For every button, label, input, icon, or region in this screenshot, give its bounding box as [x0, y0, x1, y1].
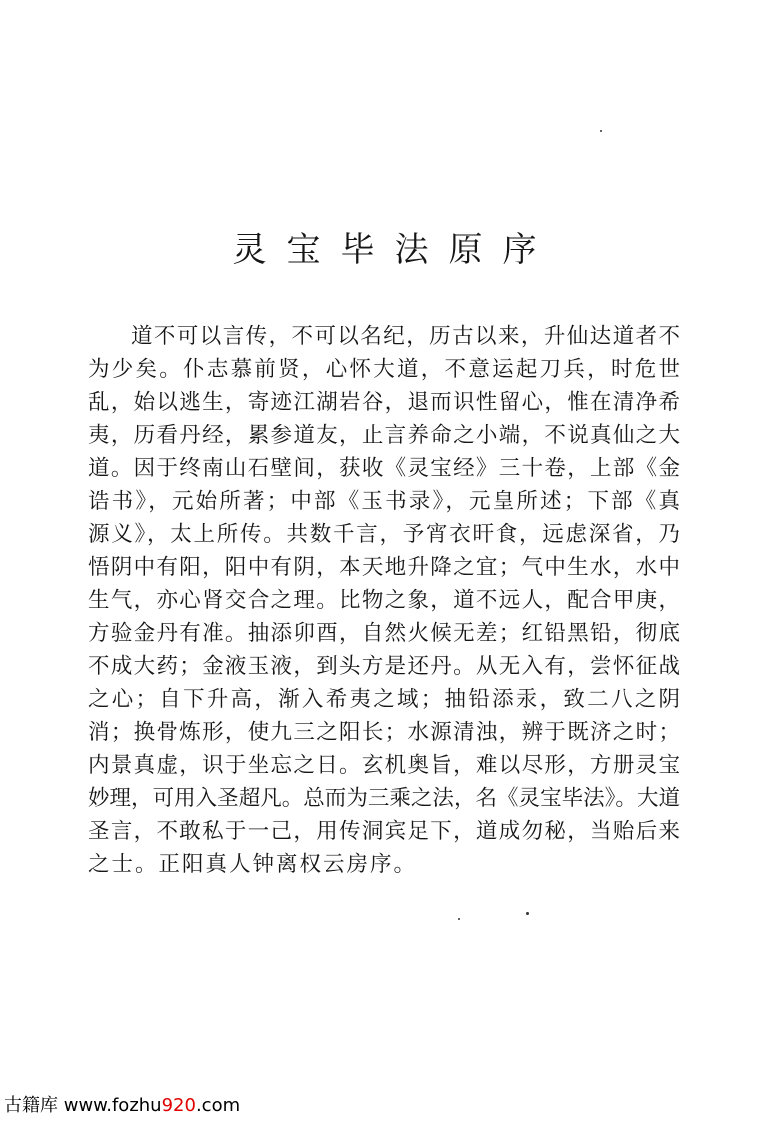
- scan-speck: [458, 918, 460, 920]
- watermark-url-number: 920: [161, 1095, 196, 1116]
- watermark-url-prefix: www.fozhu: [63, 1095, 162, 1116]
- document-title: 灵宝毕法原序: [232, 230, 557, 270]
- text-line: 诰书》，元始所著；中部《玉书录》，元皇所述；下部《真: [88, 489, 680, 514]
- text-line: 之士。正阳真人钟离权云房序。: [88, 852, 418, 877]
- watermark-site-name: 古籍库: [4, 1095, 58, 1116]
- text-line: 为少矣。仆志慕前贤，心怀大道，不意运起刀兵，时危世: [88, 357, 680, 382]
- watermark-url-suffix: .com: [195, 1095, 241, 1116]
- text-line: 不成大药；金液玉液，到头方是还丹。从无入有，尝怀征战: [88, 654, 680, 679]
- text-line: 悟阴中有阳，阳中有阴，本天地升降之宜；气中生水，水中: [88, 555, 680, 580]
- text-line: 源义》，太上所传。共数千言，予宵衣旰食，远虑深省，乃: [88, 522, 680, 547]
- text-line: 方验金丹有准。抽添卯酉，自然火候无差；红铅黑铅，彻底: [88, 621, 680, 646]
- text-line: 夷，历看丹经，累参道友，止言养命之小端，不说真仙之大: [88, 423, 680, 448]
- site-watermark: [4, 1091, 240, 1117]
- text-line: 圣言，不敢私于一己，用传洞宾足下，道成勿秘，当贻后来: [88, 819, 680, 844]
- text-line: 道不可以言传，不可以名纪，历古以来，升仙达道者不: [131, 324, 680, 349]
- text-line: 道。因于终南山石壁间，获收《灵宝经》三十卷，上部《金: [88, 456, 680, 481]
- text-line: 妙理，可用入圣超凡。总而为三乘之法，名《灵宝毕法》。大道: [88, 786, 680, 811]
- text-line: 消；换骨炼形，使九三之阳长；水源清浊，辨于既济之时；: [88, 720, 680, 745]
- text-line: 之心；自下升高，渐入希夷之域；抽铅添汞，致二八之阴: [88, 687, 680, 712]
- scan-speck: [526, 912, 529, 915]
- text-line: 生气，亦心肾交合之理。比物之象，道不远人，配合甲庚，: [88, 588, 680, 613]
- scan-speck: [600, 130, 602, 132]
- text-line: 乱，始以逃生，寄迹江湖岩谷，退而识性留心，惟在清净希: [88, 390, 680, 415]
- preface-body: [88, 320, 680, 881]
- text-line: 内景真虚，识于坐忘之日。玄机奥旨，难以尽形，方册灵宝: [88, 753, 680, 778]
